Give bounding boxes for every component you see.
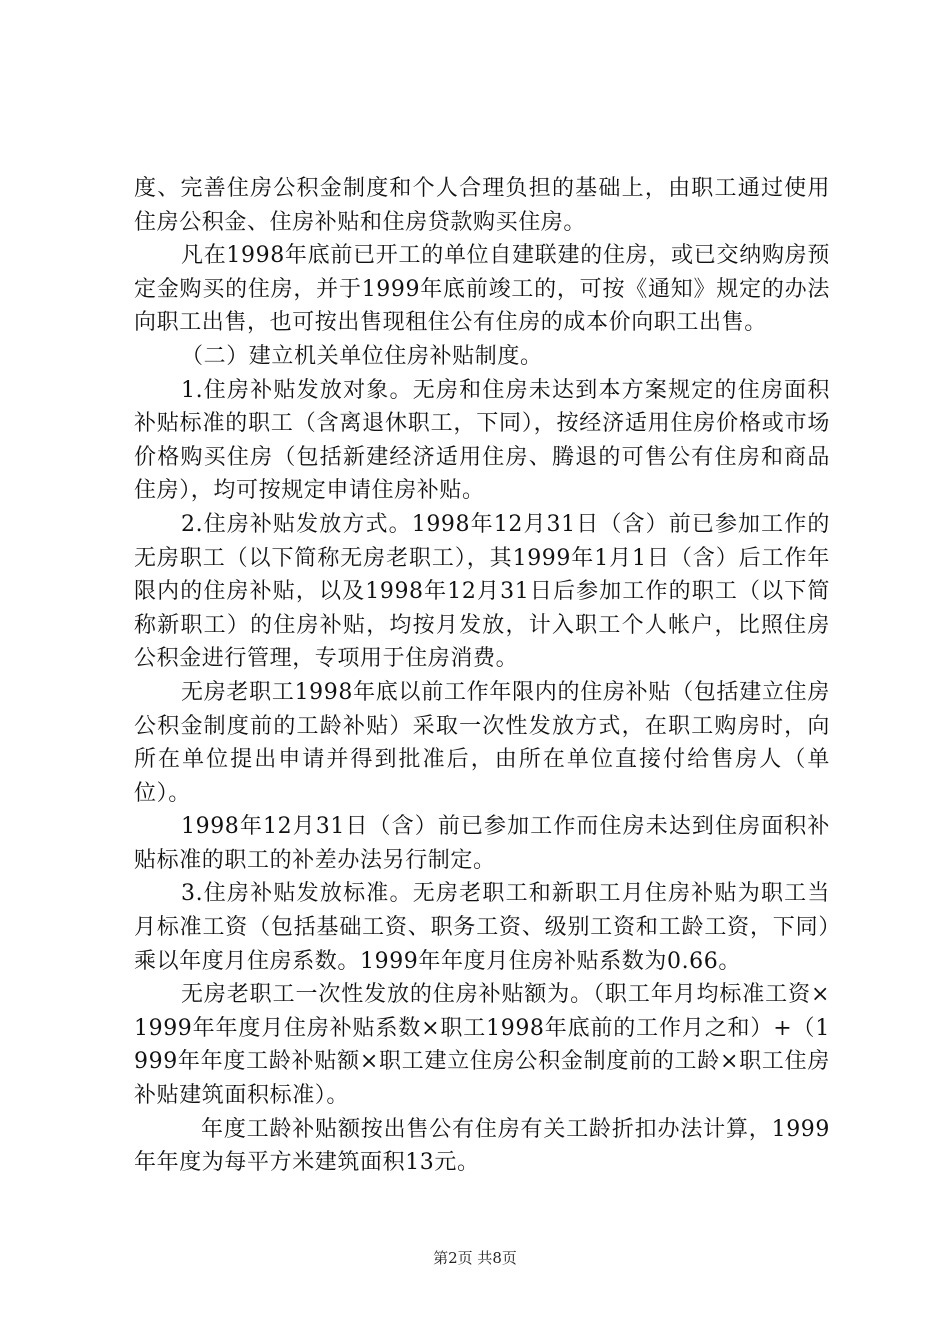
section-heading-housing-subsidy: （二）建立机关单位住房补贴制度。: [181, 343, 543, 369]
paragraph-lump-sum-formula: 无房老职工一次性发放的住房补贴额为。（职工年月均标准工资×1999年年度月住房补贴系数×职工1998年底前的工作月之和）+（1999年年度工龄补贴额×职工建立住房公积金制度前的工龄×职工住房补贴建筑面积标准）。: [134, 982, 830, 1109]
paragraph-subsidy-standard: 3.住房补贴发放标准。无房老职工和新职工月住房补贴为职工当月标准工资（包括基础工资、职务工资、级别工资和工龄工资，下同）乘以年度月住房系数。1999年年度月住房补贴系数为0.66。: [134, 881, 830, 974]
paragraph-seniority-subsidy: 年度工龄补贴额按出售公有住房有关工龄折扣办法计算，1999年年度为每平方米建筑面积13元。: [134, 1116, 830, 1176]
paragraph-subsidy-method: 2.住房补贴发放方式。1998年12月31日（含）前已参加工作的无房职工（以下简称无房老职工），其1999年1月1日（含）后工作年限内的住房补贴，以及1998年12月31日后参加工作的职工（以下简称新职工）的住房补贴，均按月发放，计入职工个人帐户，比照住房公积金进行管理，专项用于住房消费。: [134, 511, 830, 672]
page-number-footer: 第2页 共8页: [433, 1249, 517, 1267]
paragraph-shortfall-method: 1998年12月31日（含）前已参加工作而住房未达到住房面积补贴标准的职工的补差办法另行制定。: [134, 814, 830, 873]
paragraph-subsidy-recipients: 1.住房补贴发放对象。无房和住房未达到本方案规定的住房面积补贴标准的职工（含离退休职工，下同），按经济适用住房价格或市场价格购买住房（包括新建经济适用住房、腾退的可售公有住房和商品住房），均可按规定申请住房补贴。: [134, 377, 830, 504]
paragraph-continuation: 度、完善住房公积金制度和个人合理负担的基础上，由职工通过使用住房公积金、住房补贴和住房贷款购买住房。: [134, 176, 830, 235]
document-body: [134, 172, 830, 1180]
paragraph-self-built-housing: 凡在1998年底前已开工的单位自建联建的住房，或已交纳购房预定金购买的住房，并于1999年底前竣工的，可按《通知》规定的办法向职工出售，也可按出售现租住公有住房的成本价向职工出售。: [134, 243, 830, 336]
paragraph-lump-sum-payment: 无房老职工1998年底以前工作年限内的住房补贴（包括建立住房公积金制度前的工龄补贴）采取一次性发放方式，在职工购房时，向所在单位提出申请并得到批准后，由所在单位直接付给售房人（单位）。: [134, 679, 830, 806]
